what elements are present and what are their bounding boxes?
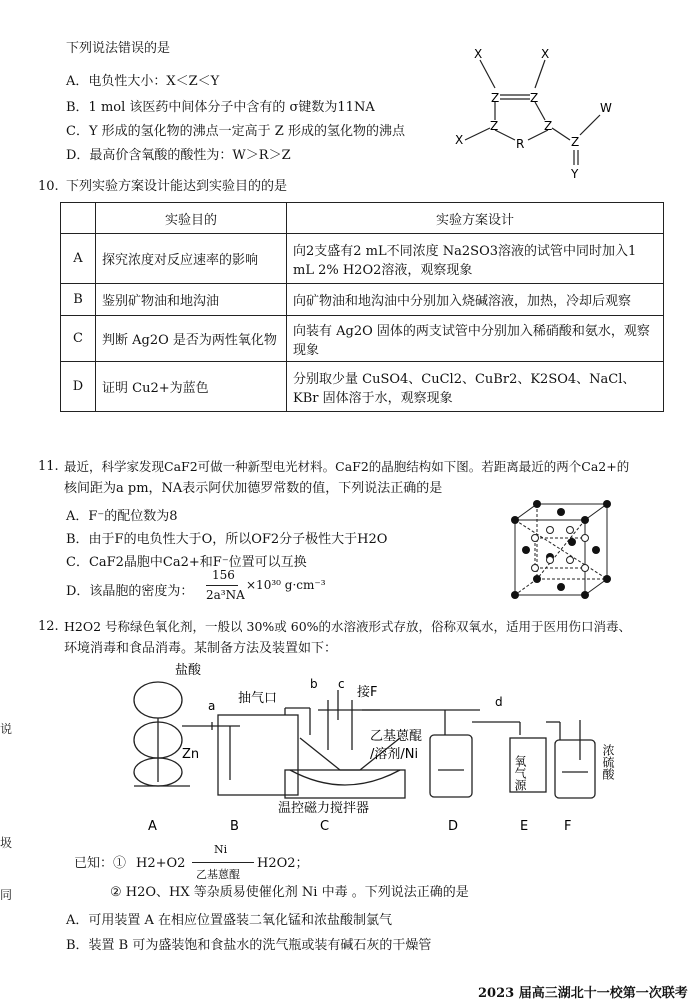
q12-option-a: A．可用装置 A 在相应位置盛装二氧化锰和浓盐酸制氯气 xyxy=(66,913,393,928)
margin-char-2: 圾 xyxy=(0,836,13,850)
header-plan: 实验方案设计 xyxy=(287,203,664,234)
q10-experiment-table xyxy=(60,202,664,412)
page-footer: 2023 届高三湖北十一校第一次联考 xyxy=(478,986,688,1001)
header-blank xyxy=(61,203,96,234)
q11-option-c: C．CaF2晶胞中Ca2+和F⁻位置可以互换 xyxy=(66,555,307,570)
q11-stem-line1: 最近，科学家发现CaF2可做一种新型电光材料。CaF2的晶胞结构如下图。若距离最近的两个Ca2+的 xyxy=(64,459,630,474)
label-reagent-line2: /溶剂/Ni xyxy=(370,747,419,762)
label-e: E xyxy=(520,819,529,834)
header-goal: 实验目的 xyxy=(96,203,287,234)
q12-stem-line1: H2O2 号称绿色氧化剂，一般以 30%或 60%的水溶液形式存放，俗称双氧水，适用于医用伤口消毒、 xyxy=(64,619,632,634)
q11-option-b: B．由于F的电负性大于O，所以OF2分子极性大于H2O xyxy=(66,532,388,547)
h2o2-apparatus-diagram xyxy=(100,660,640,840)
density-numerator: 156 xyxy=(212,568,235,582)
row-label: C xyxy=(61,316,96,362)
row-plan: 向装有 Ag2O 固体的两支试管中分别加入稀硝酸和氨水，观察现象 xyxy=(287,316,664,362)
atom-x1: X xyxy=(474,47,483,61)
density-unit: ×10³⁰ g·cm⁻³ xyxy=(246,578,326,592)
table-row xyxy=(61,234,664,284)
row-plan: 向2支盛有2 mL不同浓度 Na2SO3溶液的试管中同时加入1 mL 2% H2O2溶液，观察现象 xyxy=(287,234,664,284)
known-label: 已知：① xyxy=(74,856,127,871)
label-valve-b: b xyxy=(310,677,318,691)
q11-option-d: D．该晶胞的密度为： xyxy=(66,584,194,599)
atom-y: Y xyxy=(571,167,579,180)
q12-option-b: B．装置 B 可为盛装饱和食盐水的洗气瓶或装有碱石灰的干燥管 xyxy=(66,938,432,953)
density-fraction-bar xyxy=(206,585,238,586)
q11-stem-line2: 核间距为a pm，NA表示阿伏加德罗常数的值，下列说法正确的是 xyxy=(64,481,443,496)
row-label: D xyxy=(61,362,96,412)
label-d: D xyxy=(448,819,459,834)
row-plan: 分别取少量 CuSO4、CuCl2、CuBr2、K2SO4、NaCl、KBr 固体溶于水，观察现象 xyxy=(287,362,664,412)
row-label: A xyxy=(61,234,96,284)
equation-left: H2+O2 xyxy=(136,856,186,871)
table-row xyxy=(61,362,664,412)
label-b: B xyxy=(230,819,239,834)
label-f: F xyxy=(564,819,572,834)
density-denominator: 2a³NA xyxy=(206,588,245,602)
table-row xyxy=(61,284,664,316)
atom-x3: X xyxy=(455,133,464,147)
q9-option-b: B．1 mol 该医药中间体分子中含有的 σ键数为11NA xyxy=(66,100,375,115)
atom-w: W xyxy=(600,101,612,115)
equation-catalyst-bottom: 乙基蒽醌 xyxy=(196,868,240,881)
q10-stem: 下列实验方案设计能达到实验目的的是 xyxy=(66,179,288,194)
q11-option-a: A．F⁻的配位数为8 xyxy=(66,509,178,524)
label-hcl: 盐酸 xyxy=(175,663,202,678)
label-valve-c: c xyxy=(338,677,345,691)
label-valve-d: d xyxy=(495,695,503,709)
q9-stem: 下列说法错误的是 xyxy=(66,41,171,56)
row-goal: 证明 Cu2+为蓝色 xyxy=(96,362,287,412)
row-plan: 向矿物油和地沟油中分别加入烧碱溶液，加热，冷却后观察 xyxy=(287,284,664,316)
equation-catalyst-top: Ni xyxy=(214,843,228,856)
table-row xyxy=(61,316,664,362)
label-zn: Zn xyxy=(182,747,200,762)
q9-option-d: D．最高价含氧酸的酸性为：W＞R＞Z xyxy=(66,148,291,163)
atom-r: R xyxy=(516,137,525,151)
equation-arrow xyxy=(192,862,254,863)
q9-option-a: A．电负性大小：X＜Z＜Y xyxy=(66,74,220,89)
q12-stem-line2: 环境消毒和食品消毒。某制备方法及装置如下： xyxy=(64,641,338,656)
atom-x2: X xyxy=(541,47,550,61)
label-reagent-line1: 乙基蒽醌 xyxy=(370,729,423,744)
row-goal: 探究浓度对反应速率的影响 xyxy=(96,234,287,284)
label-a: A xyxy=(148,819,157,834)
row-goal: 判断 Ag2O 是否为两性氧化物 xyxy=(96,316,287,362)
q9-molecule-structure xyxy=(440,40,630,180)
q9-option-c: C．Y 形成的氢化物的沸点一定高于 Z 形成的氢化物的沸点 xyxy=(66,124,405,139)
q11-number: 11. xyxy=(38,459,59,474)
caf2-unit-cell-diagram xyxy=(505,498,615,606)
row-goal: 鉴别矿物油和地沟油 xyxy=(96,284,287,316)
label-valve-a: a xyxy=(208,699,216,713)
margin-char-1: 说 xyxy=(0,722,13,736)
known-item-2: ② H2O、HX 等杂质易使催化剂 Ni 中毒 。下列说法正确的是 xyxy=(110,885,469,900)
row-label: B xyxy=(61,284,96,316)
label-o2-source: 氧气源 xyxy=(513,755,527,791)
label-c: C xyxy=(320,819,330,834)
table-header-row xyxy=(61,203,664,234)
atom-z1: Z xyxy=(491,91,500,105)
margin-char-3: 同 xyxy=(0,888,13,902)
atom-z2: Z xyxy=(530,91,539,105)
label-conc-acid: 浓硫酸 xyxy=(601,744,615,780)
label-connect-f: 接F xyxy=(357,685,378,700)
q10-number: 10. xyxy=(38,179,59,194)
atom-z5: Z xyxy=(571,135,580,149)
atom-z4: Z xyxy=(544,119,553,133)
label-stirrer: 温控磁力搅拌器 xyxy=(278,801,370,816)
atom-z3: Z xyxy=(490,119,499,133)
equation-right: H2O2； xyxy=(257,856,309,871)
label-exhaust: 抽气口 xyxy=(238,691,278,706)
q12-number: 12. xyxy=(38,619,59,634)
